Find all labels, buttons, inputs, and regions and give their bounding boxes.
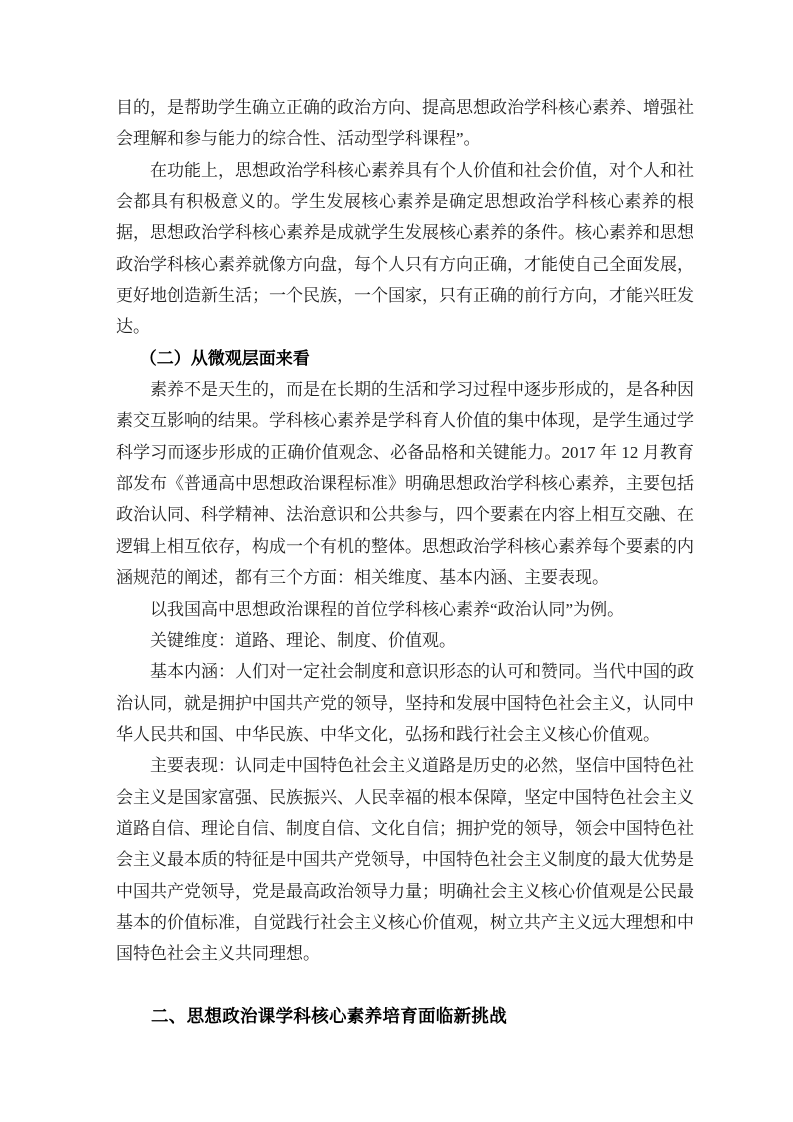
paragraph-continued-from-previous-page: 目的，是帮助学生确立正确的政治方向、提高思想政治学科核心素养、增强社会理解和参与能力的综合性、活动型学科课程”。	[116, 98, 694, 149]
paragraph-function-of-core-competency: 在功能上，思想政治学科核心素养具有个人价值和社会价值，对个人和社会都具有积极意义的。学生发展核心素养是确定思想政治学科核心素养的根据，思想政治学科核心素养是成就学生发展核心素养的条件。核心素养和思想政治学科核心素养就像方向盘，每个人只有方向正确，才能使自己全面发展，更好地创造新生活；一个民族，一个国家，只有正确的前行方向，才能兴旺发达。	[116, 160, 694, 337]
paragraph-political-identity-example: 以我国高中思想政治课程的首位学科核心素养“政治认同”为例。	[150, 599, 625, 619]
text-block	[116, 92, 694, 1032]
section-heading-new-challenges: 二、思想政治课学科核心素养培育面临新挑战	[151, 1005, 507, 1026]
subsection-heading-micro-level: （二）从微观层面来看	[139, 348, 310, 368]
paragraph-main-manifestations: 主要表现：认同走中国特色社会主义道路是历史的必然，坚信中国特色社会主义是国家富强、民族振兴、人民幸福的根本保障，坚定中国特色社会主义道路自信、理论自信、制度自信、文化自信；拥护党的领导，领会中国特色社会主义最本质的特征是中国共产党领导，中国特色社会主义制度的最大优势是中国共产党领导，党是最高政治领导力量；明确社会主义核心价值观是公民最基本的价值标准，自觉践行社会主义核心价值观，树立共产主义远大理想和中国特色社会主义共同理想。	[116, 756, 694, 964]
paragraph-competency-formation: 素养不是天生的，而是在长期的生活和学习过程中逐步形成的，是各种因素交互影响的结果。学科核心素养是学科育人价值的集中体现，是学生通过学科学习而逐步形成的正确价值观念、必备品格和关键能力。2017 年 12 月教育部发布《普通高中思想政治课程标准》明确思想政治学科核心素养，主要包括政治认同、科学精神、法治意识和公共参与，四个要素在内容上相互交融、在逻辑上相互依存，构成一个有机的整体。思想政治学科核心素养每个要素的内涵规范的阐述，都有三个方面：相关维度、基本内涵、主要表现。	[116, 380, 694, 588]
paragraph-basic-connotation: 基本内涵：人们对一定社会制度和意识形态的认可和赞同。当代中国的政治认同，就是拥护中国共产党的领导，坚持和发展中国特色社会主义，认同中华人民共和国、中华民族、中华文化，弘扬和践行社会主义核心价值观。	[116, 662, 694, 744]
paragraph-key-dimensions: 关键维度：道路、理论、制度、价值观。	[150, 630, 456, 650]
